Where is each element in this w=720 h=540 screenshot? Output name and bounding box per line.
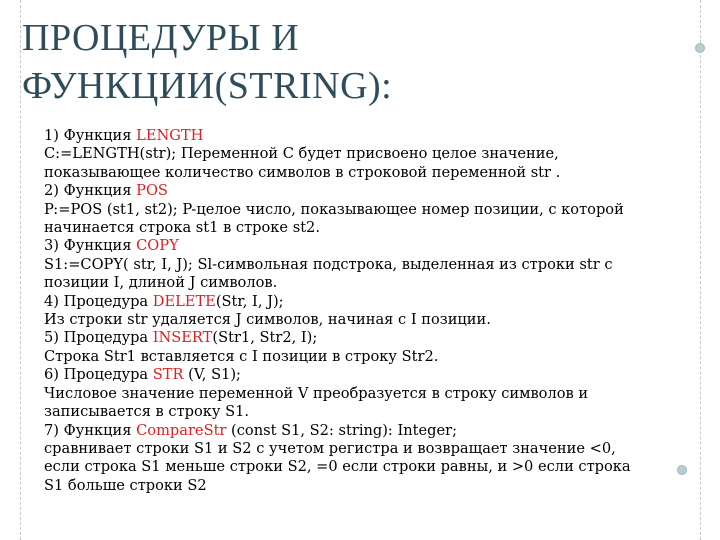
slide-border-left xyxy=(20,0,21,540)
item-signature: (const S1, S2: string): Integer; xyxy=(226,421,458,439)
slide-body xyxy=(44,127,680,495)
item-signature: (V, S1); xyxy=(183,366,241,384)
item-number-label: 7) Функция xyxy=(44,421,137,439)
item-keyword: COPY xyxy=(136,237,179,255)
item-keyword: DELETE xyxy=(152,292,216,310)
item-description-line: начинается строка st1 в строке st2. xyxy=(44,219,320,237)
item-heading xyxy=(44,422,680,440)
item-heading xyxy=(44,237,680,255)
item-description-line: P:=POS (st1, st2); P-целое число, показывающее номер позиции, с которой xyxy=(44,200,624,218)
item-signature: (Str, I, J); xyxy=(215,292,284,310)
item-description-line: S1 больше строки S2 xyxy=(44,476,207,494)
item-heading xyxy=(44,366,680,384)
item-keyword: LENGTH xyxy=(136,127,204,144)
item-number-label: 4) Процедура xyxy=(44,292,153,310)
item-keyword: INSERT xyxy=(152,329,213,347)
item-keyword: STR xyxy=(152,366,184,384)
item-heading xyxy=(44,293,680,311)
item-number-label: 6) Процедура xyxy=(44,366,153,384)
item-keyword: POS xyxy=(136,182,168,200)
slide-title xyxy=(22,14,682,110)
item-description-line: Из строки str удаляется J символов, начиная с I позиции. xyxy=(44,311,491,329)
item-description-line: сравнивает строки S1 и S2 с учетом регистра и возвращает значение <0, xyxy=(44,439,616,457)
item-keyword: CompareStr xyxy=(136,421,227,439)
item-number-label: 1) Функция xyxy=(44,127,137,144)
item-description-line: C:=LENGTH(str); Переменной C будет присвоено целое значение, xyxy=(44,145,559,163)
item-description-line: позиции I, длиной J символов. xyxy=(44,274,278,292)
item-number-label: 5) Процедура xyxy=(44,329,153,347)
slide-title-line-1: ПРОЦЕДУРЫ И xyxy=(22,17,300,59)
item-description-line: S1:=COPY( str, I, J); Sl-символьная подстрока, выделенная из строки str с xyxy=(44,255,613,273)
slide-border-right xyxy=(700,0,701,540)
item-heading xyxy=(44,127,680,145)
slide-title-line-2: ФУНКЦИИ(STRING): xyxy=(22,65,393,107)
item-description-line: Числовое значение переменной V преобразуется в строку символов и xyxy=(44,384,589,402)
item-heading xyxy=(44,329,680,347)
item-signature: (Str1, Str2, I); xyxy=(212,329,318,347)
decorative-dot-top xyxy=(695,43,705,53)
item-description-line: показывающее количество символов в строковой переменной str . xyxy=(44,163,561,181)
item-number-label: 2) Функция xyxy=(44,182,137,200)
item-description-line: если строка S1 меньше строки S2, =0 если строки равны, и >0 если строка xyxy=(44,458,631,476)
item-description-line: Строка Str1 вставляется с I позиции в строку Str2. xyxy=(44,347,439,365)
item-description-line: записывается в строку S1. xyxy=(44,403,250,421)
item-number-label: 3) Функция xyxy=(44,237,137,255)
item-heading xyxy=(44,182,680,200)
